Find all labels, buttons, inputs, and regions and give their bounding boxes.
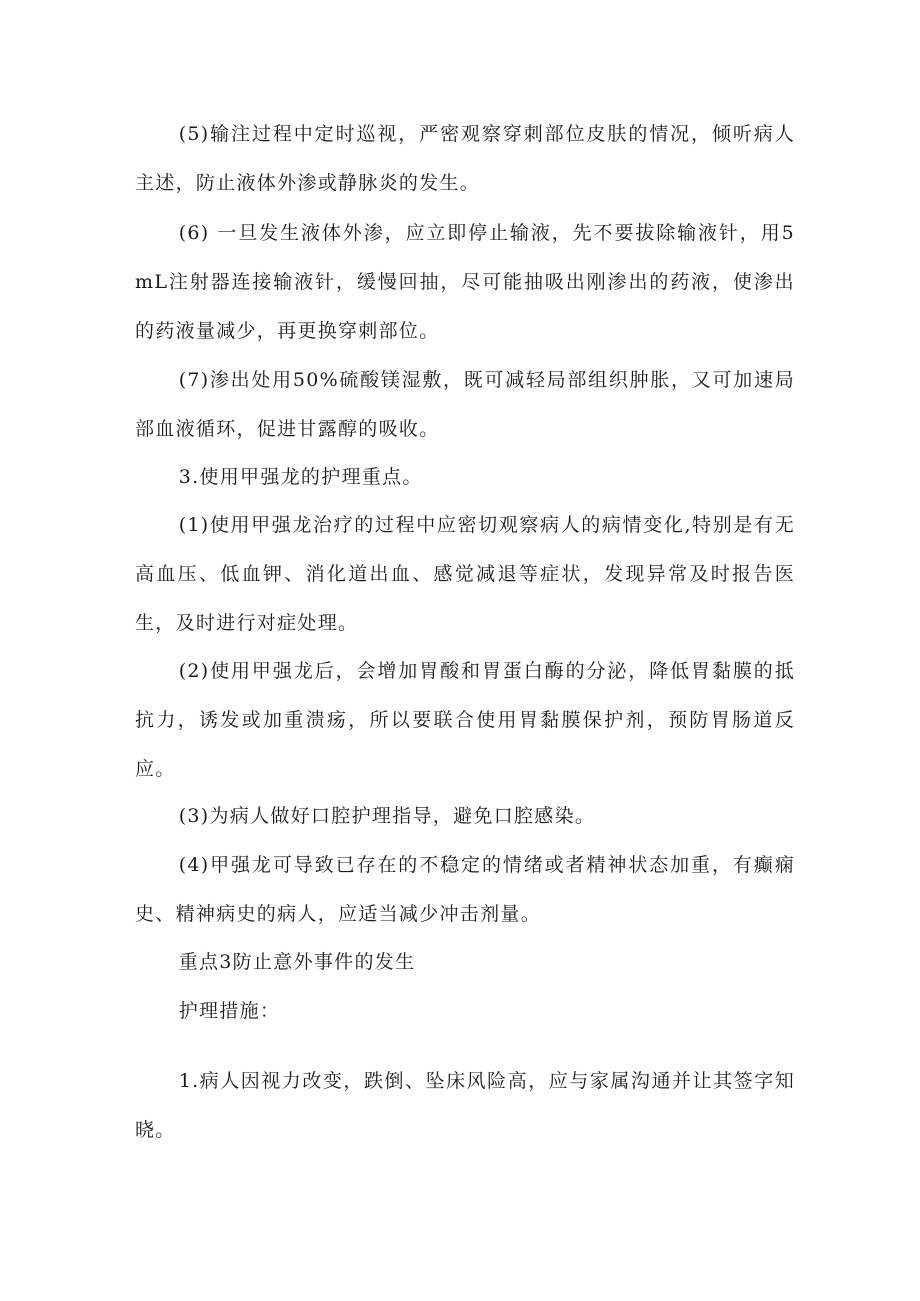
paragraph-item-5: (5)输注过程中定时巡视，严密观察穿刺部位皮肤的情况，倾听病人主述，防止液体外渗或静脉炎的发生。 [135, 123, 795, 194]
paragraph-item-6: (6) 一旦发生液体外渗，应立即停止输液，先不要拔除输液针，用5mL注射器连接输液针，缓慢回抽，尽可能抽吸出刚渗出的药液，使渗出的药液量减少，再更换穿刺部位。 [135, 222, 795, 342]
nursing-measures-heading: 护理措施： [178, 1000, 281, 1022]
paragraph-item-4: (4)甲强龙可导致已存在的不稳定的情绪或者精神状态加重，有癫痫史、精神病史的病人，应适当减少冲击剂量。 [135, 854, 795, 925]
paragraph-item-3: (3)为病人做好口腔护理指导，避免口腔感染。 [178, 805, 596, 827]
paragraph-item-2: (2)使用甲强龙后，会增加胃酸和胃蛋白酶的分泌，降低胃黏膜的抵抗力，诱发或加重溃疡，所以要联合使用胃黏膜保护剂，预防胃肠道反应。 [135, 660, 795, 780]
section-heading-methylprednisolone: 3.使用甲强龙的护理重点。 [178, 466, 423, 488]
key-point-heading: 重点3防止意外事件的发生 [178, 951, 416, 973]
paragraph-item-7: (7)渗出处用50%硫酸镁湿敷，既可减轻局部组织肿胀，又可加速局部血液循环，促进甘露醇的吸收。 [135, 369, 795, 440]
measure-item-1: 1.病人因视力改变，跌倒、坠床风险高，应与家属沟通并让其签字知晓。 [135, 1070, 795, 1141]
paragraph-item-1: (1)使用甲强龙治疗的过程中应密切观察病人的病情变化,特别是有无高血压、低血钾、消化道出血、感觉减退等症状，发现异常及时报告医生，及时进行对症处理。 [135, 514, 795, 634]
